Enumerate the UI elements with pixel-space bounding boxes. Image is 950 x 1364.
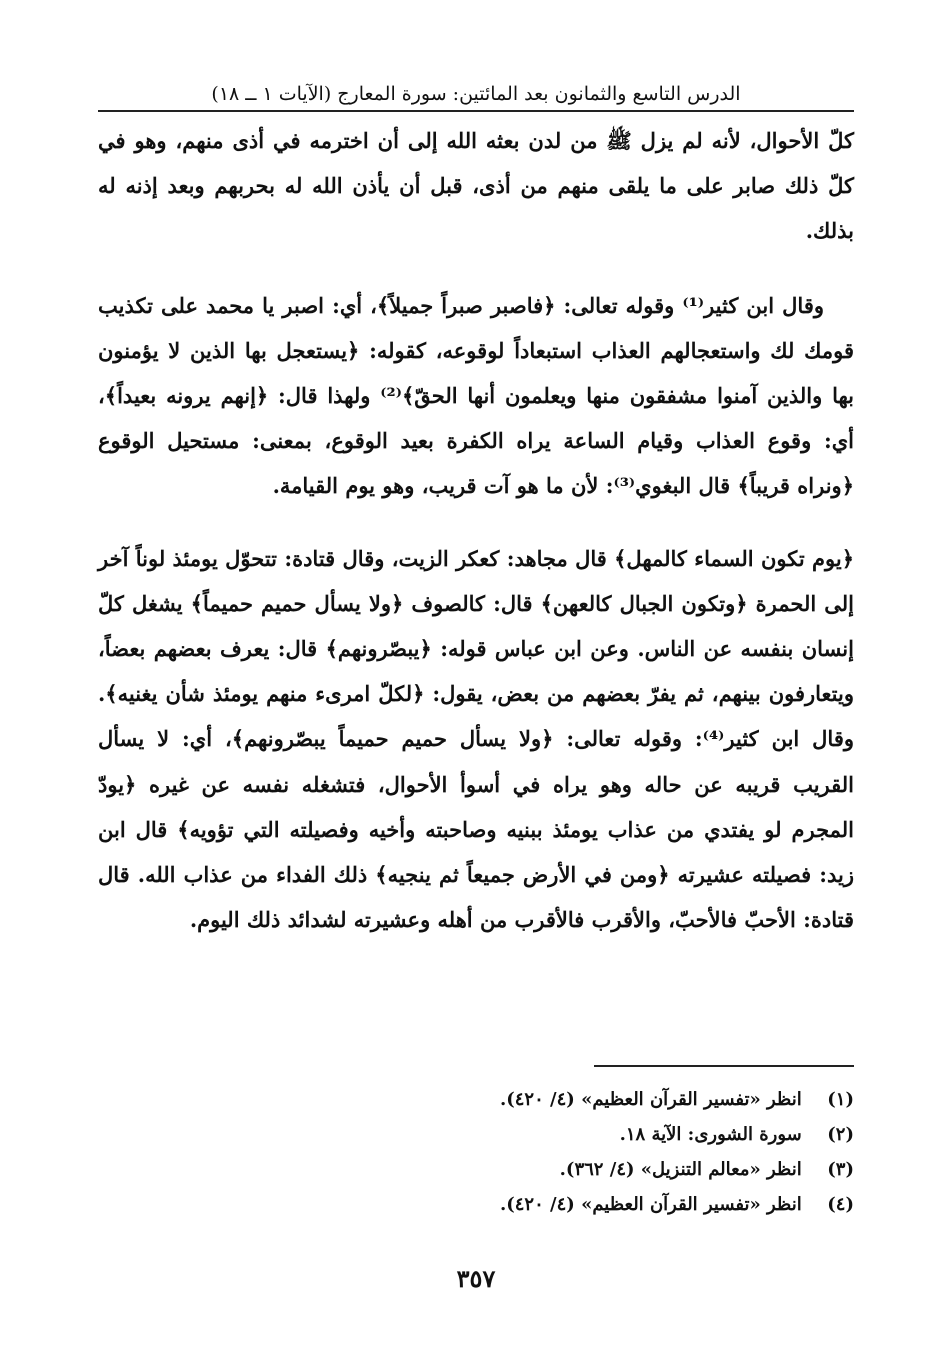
footnotes-list [98,1082,854,1222]
footnote-text: انظر «تفسير القرآن العظيم» (٤/ ٤٢٠). [499,1194,802,1215]
footnote-text: سورة الشورى: الآية ١٨. [619,1124,802,1145]
footnote-number: (٤) [827,1194,854,1215]
paragraph-2: وقال ابن كثير⁽¹⁾ وقوله تعالى: ﴿فاصبر صبراً جميلاً﴾، أي: اصبر يا محمد على تكذيب قومك لك واستعجالهم العذاب استبعاداً لوقوعه، كقوله: ﴿يستعجل بها الذين لا يؤمنون بها والذين آمنوا مشفقون منها ويعلمون أنها الحقّ﴾⁽²⁾ ولهذا قال: ﴿إنهم يرونه بعيداً﴾، أي: وقوع العذاب وقيام الساعة يراه الكفرة بعيد الوقوع، بمعنى: مستحيل الوقوع ﴿ونراه قريباً﴾ قال البغوي⁽³⁾: لأن ما هو آت قريب، وهو يوم القيامة. [98,292,854,499]
header-divider [98,110,854,112]
paragraph-3: ﴿يوم تكون السماء كالمهل﴾ قال مجاهد: كعكر الزيت، وقال قتادة: تتحوّل يومئذ لوناً آخر إلى الحمرة ﴿وتكون الجبال كالعهن﴾ قال: كالصوف ﴿ولا يسأل حميم حميماً﴾ يشغل كلّ إنسان بنفسه عن الناس. وعن ابن عباس قوله: ﴿يبصّرونهم﴾ قال: يعرف بعضهم بعضاً، ويتعارفون بينهم، ثم يفرّ بعضهم من بعض، يقول: ﴿لكلّ امرىء منهم يومئذ شأن يغنيه﴾. وقال ابن كثير⁽⁴⁾: وقوله تعالى: ﴿ولا يسأل حميم حميماً يبصّرونهم﴾، أي: لا يسأل القريب قريبه عن حاله وهو يراه في أسوأ الأحوال، فتشغله نفسه عن غيره ﴿يودّ المجرم لو يفتدي من عذاب يومئذ ببنيه وصاحبته وأخيه وفصيلته التي تؤويه﴾ قال ابن زيد: فصيلته عشيرته ﴿ومن في الأرض جميعاً ثم ينجيه﴾ ذلك الفداء من عذاب الله. قال قتادة: الأحبّ فالأحبّ، والأقرب فالأقرب من أهله وعشيرته لشدائد ذلك اليوم. [98,545,855,933]
book-page [98,72,854,1322]
footnote-text: انظر «معالم التنزيل» (٤/ ٣٦٢). [559,1159,802,1180]
running-header: الدرس التاسع والثمانون بعد المائتين: سورة المعارج (الآيات ١ ــ ١٨) [211,83,741,105]
paragraph-1: كلّ الأحوال، لأنه لم يزل ﷺ من لدن بعثه الله إلى أن اخترمه في أذى منهم، وهو في كلّ ذلك صابر على ما يلقى منهم من أذى، قبل أن يأذن الله له بحربهم وبعد إذنه له بذلك. [98,128,854,244]
footnote-text: انظر «تفسير القرآن العظيم» (٤/ ٤٢٠). [499,1089,802,1110]
main-text [98,118,854,942]
footnote-number: (٣) [827,1159,854,1180]
footnote-4 [98,1187,854,1222]
footnote-3 [98,1152,854,1187]
footnote-number: (٢) [827,1124,854,1145]
footnote-1 [98,1082,854,1117]
page-number: ٣٥٧ [456,1264,496,1293]
footnote-divider [594,1065,854,1067]
footnote-2 [98,1117,854,1152]
footnote-number: (١) [827,1089,854,1110]
